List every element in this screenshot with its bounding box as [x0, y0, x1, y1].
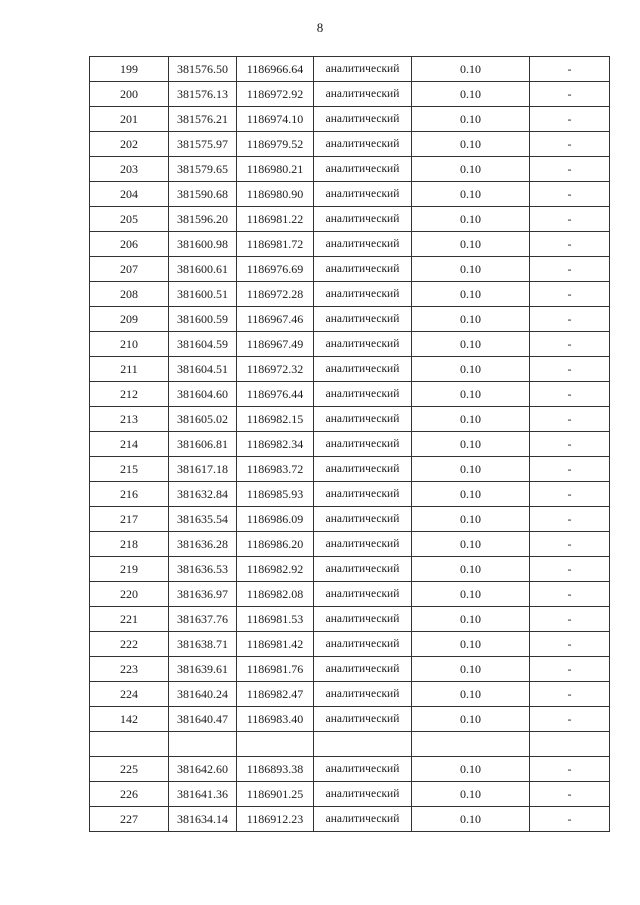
- method-cell: аналитический: [314, 432, 412, 457]
- description-cell: -: [530, 582, 610, 607]
- method-cell: аналитический: [314, 507, 412, 532]
- table-row: [90, 657, 610, 682]
- point-number-cell: 227: [90, 807, 169, 832]
- accuracy-cell: 0.10: [412, 432, 530, 457]
- method-cell: аналитический: [314, 232, 412, 257]
- method-cell: аналитический: [314, 207, 412, 232]
- coordinate-x-cell: 381604.59: [169, 332, 237, 357]
- description-cell: -: [530, 782, 610, 807]
- table-row: [90, 82, 610, 107]
- accuracy-cell: 0.10: [412, 57, 530, 82]
- description-cell: -: [530, 57, 610, 82]
- coordinate-y-cell: 1186893.38: [237, 757, 314, 782]
- description-cell: -: [530, 557, 610, 582]
- method-cell: аналитический: [314, 107, 412, 132]
- accuracy-cell: 0.10: [412, 757, 530, 782]
- table-row: [90, 182, 610, 207]
- description-cell: -: [530, 757, 610, 782]
- point-number-cell: 213: [90, 407, 169, 432]
- accuracy-cell: 0.10: [412, 507, 530, 532]
- method-cell: аналитический: [314, 682, 412, 707]
- description-cell: -: [530, 232, 610, 257]
- point-number-cell: 216: [90, 482, 169, 507]
- coordinate-x-cell: 381600.59: [169, 307, 237, 332]
- method-cell: [314, 732, 412, 757]
- point-number-cell: 210: [90, 332, 169, 357]
- coordinate-y-cell: 1186976.69: [237, 257, 314, 282]
- method-cell: аналитический: [314, 132, 412, 157]
- accuracy-cell: 0.10: [412, 157, 530, 182]
- coordinate-y-cell: [237, 732, 314, 757]
- coordinate-x-cell: 381642.60: [169, 757, 237, 782]
- coordinate-x-cell: 381600.51: [169, 282, 237, 307]
- point-number-cell: 214: [90, 432, 169, 457]
- point-number-cell: 222: [90, 632, 169, 657]
- method-cell: аналитический: [314, 407, 412, 432]
- table-row: [90, 482, 610, 507]
- method-cell: аналитический: [314, 482, 412, 507]
- point-number-cell: 208: [90, 282, 169, 307]
- point-number-cell: 212: [90, 382, 169, 407]
- table-row: [90, 782, 610, 807]
- table-row: [90, 207, 610, 232]
- coordinate-x-cell: 381600.98: [169, 232, 237, 257]
- coordinate-y-cell: 1186983.72: [237, 457, 314, 482]
- accuracy-cell: 0.10: [412, 782, 530, 807]
- table-row: [90, 607, 610, 632]
- coordinate-y-cell: 1186972.28: [237, 282, 314, 307]
- table-row: [90, 132, 610, 157]
- method-cell: аналитический: [314, 182, 412, 207]
- point-number-cell: 201: [90, 107, 169, 132]
- table-row: [90, 57, 610, 82]
- description-cell: [530, 732, 610, 757]
- coordinate-y-cell: 1186966.64: [237, 57, 314, 82]
- table-row: [90, 232, 610, 257]
- coordinate-x-cell: 381617.18: [169, 457, 237, 482]
- coordinate-y-cell: 1186980.21: [237, 157, 314, 182]
- coordinate-y-cell: 1186979.52: [237, 132, 314, 157]
- method-cell: аналитический: [314, 582, 412, 607]
- coordinate-y-cell: 1186972.92: [237, 82, 314, 107]
- coordinate-y-cell: 1186981.72: [237, 232, 314, 257]
- point-number-cell: 226: [90, 782, 169, 807]
- coordinate-x-cell: 381635.54: [169, 507, 237, 532]
- method-cell: аналитический: [314, 557, 412, 582]
- description-cell: -: [530, 382, 610, 407]
- coordinate-x-cell: 381638.71: [169, 632, 237, 657]
- method-cell: аналитический: [314, 632, 412, 657]
- coordinate-x-cell: 381606.81: [169, 432, 237, 457]
- coordinate-x-cell: 381636.97: [169, 582, 237, 607]
- accuracy-cell: 0.10: [412, 682, 530, 707]
- coordinate-y-cell: 1186981.53: [237, 607, 314, 632]
- accuracy-cell: 0.10: [412, 307, 530, 332]
- point-number-cell: 215: [90, 457, 169, 482]
- description-cell: -: [530, 157, 610, 182]
- accuracy-cell: 0.10: [412, 332, 530, 357]
- coordinate-x-cell: 381641.36: [169, 782, 237, 807]
- coordinate-y-cell: 1186976.44: [237, 382, 314, 407]
- accuracy-cell: 0.10: [412, 232, 530, 257]
- coordinate-x-cell: 381632.84: [169, 482, 237, 507]
- coordinate-y-cell: 1186981.42: [237, 632, 314, 657]
- table-row: [90, 407, 610, 432]
- accuracy-cell: 0.10: [412, 807, 530, 832]
- coordinate-x-cell: 381605.02: [169, 407, 237, 432]
- point-number-cell: 224: [90, 682, 169, 707]
- accuracy-cell: 0.10: [412, 407, 530, 432]
- coordinate-y-cell: 1186985.93: [237, 482, 314, 507]
- table-row: [90, 757, 610, 782]
- accuracy-cell: 0.10: [412, 257, 530, 282]
- accuracy-cell: 0.10: [412, 557, 530, 582]
- table-row: [90, 307, 610, 332]
- method-cell: аналитический: [314, 282, 412, 307]
- accuracy-cell: 0.10: [412, 82, 530, 107]
- accuracy-cell: 0.10: [412, 632, 530, 657]
- coordinates-table: [89, 56, 610, 832]
- description-cell: -: [530, 432, 610, 457]
- point-number-cell: 203: [90, 157, 169, 182]
- table-row: [90, 807, 610, 832]
- description-cell: -: [530, 807, 610, 832]
- description-cell: -: [530, 132, 610, 157]
- accuracy-cell: 0.10: [412, 282, 530, 307]
- method-cell: аналитический: [314, 82, 412, 107]
- table-row: [90, 457, 610, 482]
- point-number-cell: 205: [90, 207, 169, 232]
- accuracy-cell: 0.10: [412, 707, 530, 732]
- coordinate-y-cell: 1186982.15: [237, 407, 314, 432]
- coordinates-table-body: [90, 57, 610, 832]
- table-row: [90, 282, 610, 307]
- description-cell: -: [530, 407, 610, 432]
- coordinate-y-cell: 1186901.25: [237, 782, 314, 807]
- accuracy-cell: 0.10: [412, 382, 530, 407]
- point-number-cell: 142: [90, 707, 169, 732]
- description-cell: -: [530, 332, 610, 357]
- coordinate-x-cell: 381579.65: [169, 157, 237, 182]
- coordinate-y-cell: 1186986.09: [237, 507, 314, 532]
- method-cell: аналитический: [314, 607, 412, 632]
- accuracy-cell: 0.10: [412, 207, 530, 232]
- coordinate-x-cell: 381576.50: [169, 57, 237, 82]
- coordinate-y-cell: 1186986.20: [237, 532, 314, 557]
- method-cell: аналитический: [314, 382, 412, 407]
- accuracy-cell: 0.10: [412, 532, 530, 557]
- method-cell: аналитический: [314, 707, 412, 732]
- accuracy-cell: 0.10: [412, 107, 530, 132]
- coordinate-y-cell: 1186982.47: [237, 682, 314, 707]
- coordinate-y-cell: 1186967.46: [237, 307, 314, 332]
- coordinate-y-cell: 1186972.32: [237, 357, 314, 382]
- method-cell: аналитический: [314, 257, 412, 282]
- coordinate-y-cell: 1186967.49: [237, 332, 314, 357]
- coordinate-x-cell: 381634.14: [169, 807, 237, 832]
- method-cell: аналитический: [314, 532, 412, 557]
- point-number-cell: 211: [90, 357, 169, 382]
- description-cell: -: [530, 207, 610, 232]
- description-cell: -: [530, 707, 610, 732]
- point-number-cell: 217: [90, 507, 169, 532]
- table-row: [90, 632, 610, 657]
- coordinate-y-cell: 1186981.22: [237, 207, 314, 232]
- method-cell: аналитический: [314, 57, 412, 82]
- coordinate-x-cell: 381640.47: [169, 707, 237, 732]
- point-number-cell: 204: [90, 182, 169, 207]
- table-row: [90, 257, 610, 282]
- description-cell: -: [530, 457, 610, 482]
- description-cell: -: [530, 507, 610, 532]
- point-number-cell: 207: [90, 257, 169, 282]
- table-row: [90, 532, 610, 557]
- accuracy-cell: 0.10: [412, 607, 530, 632]
- table-row: [90, 382, 610, 407]
- coordinate-x-cell: 381636.53: [169, 557, 237, 582]
- description-cell: -: [530, 257, 610, 282]
- coordinate-x-cell: 381639.61: [169, 657, 237, 682]
- coordinate-x-cell: 381576.21: [169, 107, 237, 132]
- table-row: [90, 507, 610, 532]
- coordinate-y-cell: 1186912.23: [237, 807, 314, 832]
- table-row: [90, 557, 610, 582]
- method-cell: аналитический: [314, 307, 412, 332]
- method-cell: аналитический: [314, 807, 412, 832]
- coordinate-y-cell: 1186980.90: [237, 182, 314, 207]
- description-cell: -: [530, 607, 610, 632]
- point-number-cell: 199: [90, 57, 169, 82]
- accuracy-cell: 0.10: [412, 582, 530, 607]
- table-row: [90, 432, 610, 457]
- point-number-cell: 221: [90, 607, 169, 632]
- coordinate-y-cell: 1186983.40: [237, 707, 314, 732]
- method-cell: аналитический: [314, 457, 412, 482]
- coordinate-y-cell: 1186982.08: [237, 582, 314, 607]
- accuracy-cell: [412, 732, 530, 757]
- table-row: [90, 682, 610, 707]
- description-cell: -: [530, 632, 610, 657]
- method-cell: аналитический: [314, 757, 412, 782]
- coordinate-x-cell: 381640.24: [169, 682, 237, 707]
- accuracy-cell: 0.10: [412, 357, 530, 382]
- point-number-cell: 223: [90, 657, 169, 682]
- description-cell: -: [530, 82, 610, 107]
- coordinate-y-cell: 1186974.10: [237, 107, 314, 132]
- coordinate-y-cell: 1186982.92: [237, 557, 314, 582]
- description-cell: -: [530, 532, 610, 557]
- point-number-cell: 218: [90, 532, 169, 557]
- description-cell: -: [530, 482, 610, 507]
- method-cell: аналитический: [314, 782, 412, 807]
- point-number-cell: 200: [90, 82, 169, 107]
- point-number-cell: 219: [90, 557, 169, 582]
- method-cell: аналитический: [314, 357, 412, 382]
- point-number-cell: 220: [90, 582, 169, 607]
- table-row: [90, 157, 610, 182]
- coordinate-x-cell: [169, 732, 237, 757]
- description-cell: -: [530, 282, 610, 307]
- table-row: [90, 332, 610, 357]
- coordinate-y-cell: 1186981.76: [237, 657, 314, 682]
- description-cell: -: [530, 107, 610, 132]
- coordinate-x-cell: 381575.97: [169, 132, 237, 157]
- coordinate-x-cell: 381590.68: [169, 182, 237, 207]
- coordinate-x-cell: 381636.28: [169, 532, 237, 557]
- accuracy-cell: 0.10: [412, 657, 530, 682]
- table-row: [90, 707, 610, 732]
- coordinate-x-cell: 381576.13: [169, 82, 237, 107]
- coordinate-x-cell: 381637.76: [169, 607, 237, 632]
- coordinate-x-cell: 381604.60: [169, 382, 237, 407]
- description-cell: -: [530, 682, 610, 707]
- point-number-cell: 209: [90, 307, 169, 332]
- method-cell: аналитический: [314, 157, 412, 182]
- point-number-cell: 225: [90, 757, 169, 782]
- table-row: [90, 357, 610, 382]
- coordinate-y-cell: 1186982.34: [237, 432, 314, 457]
- page-number: 8: [316, 20, 324, 35]
- method-cell: аналитический: [314, 332, 412, 357]
- description-cell: -: [530, 307, 610, 332]
- table-row: [90, 107, 610, 132]
- coordinate-x-cell: 381596.20: [169, 207, 237, 232]
- method-cell: аналитический: [314, 657, 412, 682]
- table-row: [90, 732, 610, 757]
- coordinate-x-cell: 381604.51: [169, 357, 237, 382]
- accuracy-cell: 0.10: [412, 182, 530, 207]
- accuracy-cell: 0.10: [412, 132, 530, 157]
- description-cell: -: [530, 182, 610, 207]
- description-cell: -: [530, 357, 610, 382]
- point-number-cell: [90, 732, 169, 757]
- accuracy-cell: 0.10: [412, 482, 530, 507]
- table-row: [90, 582, 610, 607]
- coordinate-x-cell: 381600.61: [169, 257, 237, 282]
- point-number-cell: 202: [90, 132, 169, 157]
- point-number-cell: 206: [90, 232, 169, 257]
- description-cell: -: [530, 657, 610, 682]
- accuracy-cell: 0.10: [412, 457, 530, 482]
